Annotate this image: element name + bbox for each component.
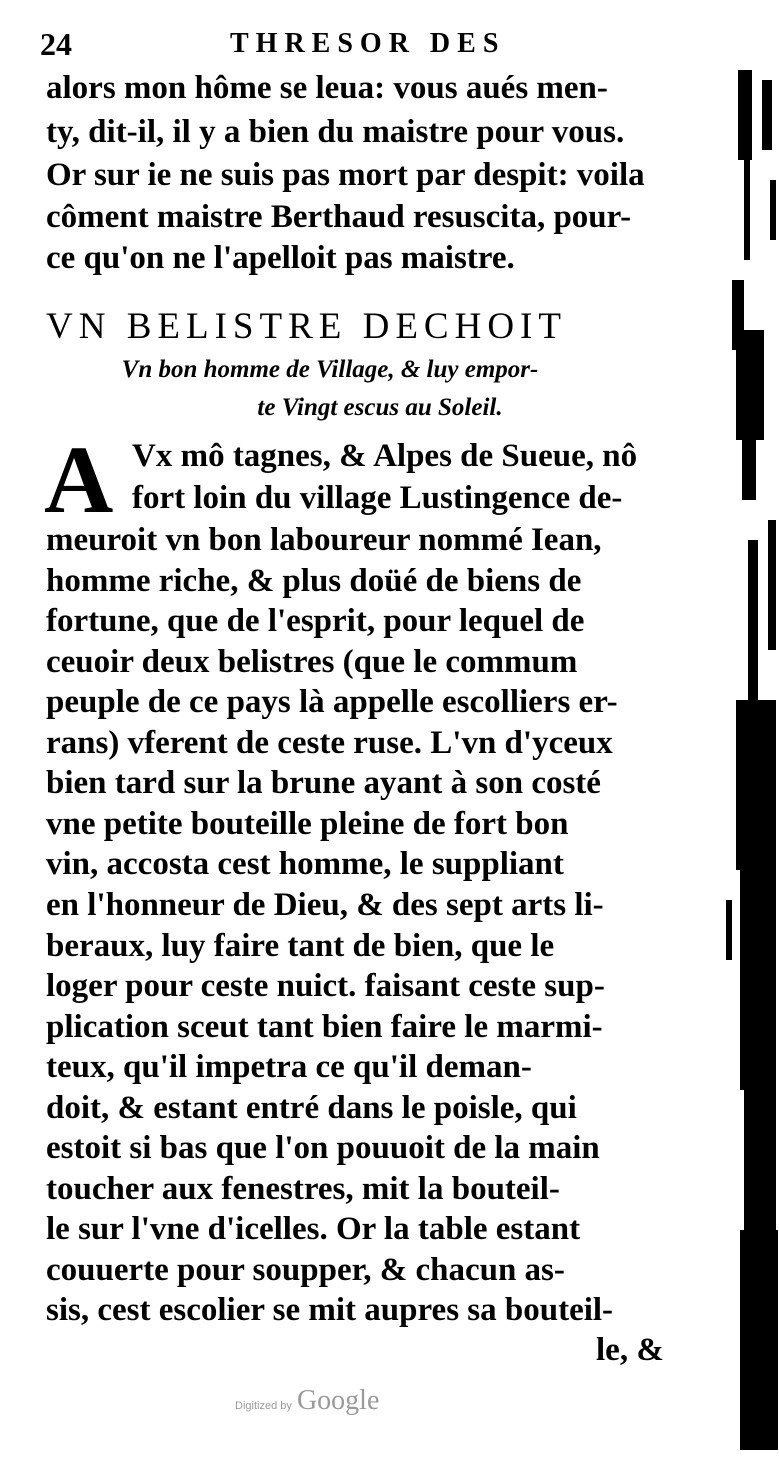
text-line: teux, qu'il impetra ce qu'il deman-	[46, 1049, 532, 1085]
chapter-heading: VN BELISTRE DECHOIT	[46, 306, 567, 347]
text-line: fortune, que de l'esprit, pour lequel de	[46, 603, 585, 639]
catchword: le, &	[596, 1332, 664, 1368]
text-line: rans) vferent de ceste ruse. L'vn d'yceux	[46, 725, 613, 761]
text-line: le sur l'vne d'icelles. Or la table estant	[46, 1211, 581, 1247]
text-line: estoit si bas que l'on pouuoit de la main	[46, 1130, 600, 1166]
google-brand: Google	[296, 1385, 380, 1416]
running-title: THRESOR DES	[230, 28, 506, 59]
running-head	[40, 26, 660, 66]
text-line: ceuoir deux belistres (que le commum	[46, 644, 578, 680]
text-line: sis, cest escolier se mit aupres sa bouteil-	[46, 1292, 614, 1328]
chapter-subheading: te Vingt escus au Soleil.	[257, 394, 503, 421]
text-line: fort loin du village Lustingence de-	[132, 480, 623, 516]
text-line: doit, & estant entré dans le poisle, qui	[46, 1090, 577, 1126]
text-line: plication sceut tant bien faire le marmi-	[46, 1009, 603, 1045]
text-line: peuple de ce pays là appelle escolliers er-	[46, 684, 618, 720]
text-line: homme riche, & plus doüé de biens de	[46, 563, 582, 599]
text-line: ce qu'on ne l'apelloit pas maistre.	[46, 240, 515, 276]
text-line: vin, accosta cest homme, le suppliant	[46, 846, 564, 882]
drop-cap: A	[44, 426, 114, 533]
digitization-footer	[235, 1385, 379, 1417]
text-line: bien tard sur la brune ayant à son costé	[46, 765, 601, 801]
text-line: beraux, luy faire tant de bien, que le	[46, 928, 555, 964]
text-line: alors mon hôme se leua: vous aués men-	[46, 70, 608, 106]
text-line: couuerte pour soupper, & chacun as-	[46, 1252, 565, 1288]
text-line: vne petite bouteille pleine de fort bon	[46, 806, 569, 842]
text-line: loger pour ceste nuict. faisant ceste sup-	[46, 968, 605, 1004]
text-line: en l'honneur de Dieu, & des sept arts li-	[46, 887, 604, 923]
digitized-label: Digitized by	[235, 1400, 292, 1412]
text-line: côment maistre Berthaud resuscita, pour-	[46, 199, 632, 235]
text-line: Or sur ie ne suis pas mort par despit: voila	[46, 157, 645, 193]
text-line: meuroit vn bon laboureur nommé Iean,	[46, 522, 602, 558]
text-line: ty, dit-il, il y a bien du maistre pour vous.	[46, 114, 625, 150]
page-number: 24	[40, 26, 72, 62]
text-line: Vx mô tagnes, & Alpes de Sueue, nô	[132, 438, 638, 474]
text-line: toucher aux fenestres, mit la bouteil-	[46, 1171, 560, 1207]
chapter-subheading: Vn bon homme de Village, & luy empor-	[121, 356, 539, 383]
